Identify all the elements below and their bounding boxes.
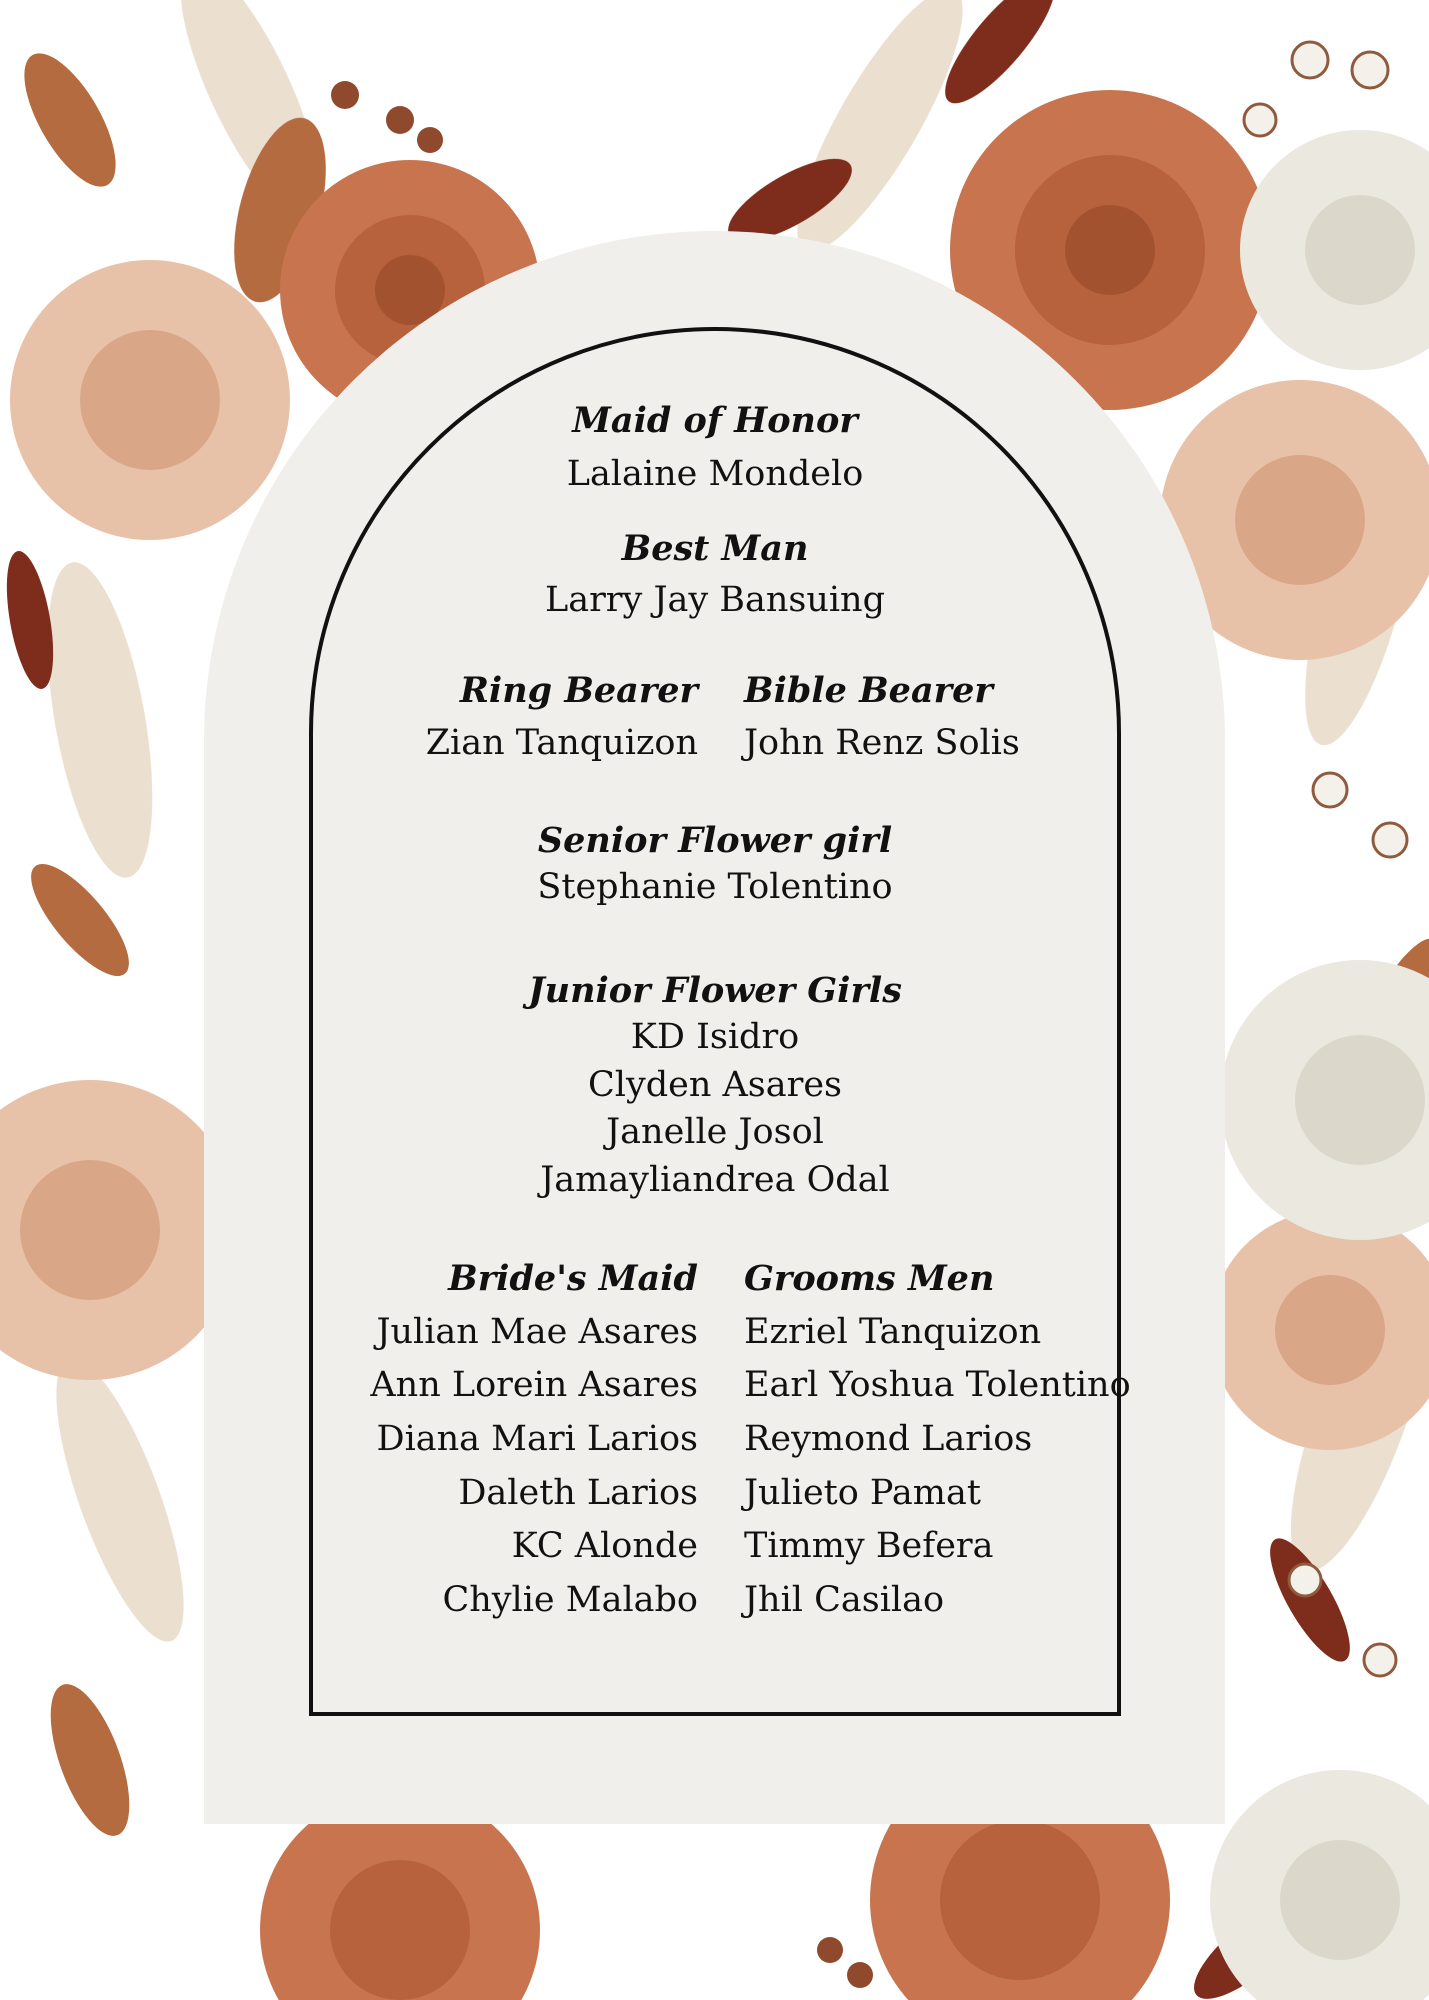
senior-flower-girl-name: Stephanie Tolentino [537,867,893,907]
list-item: Timmy Befera [744,1526,994,1566]
grooms-men-column [744,1258,1144,1620]
bible-bearer-title: Bible Bearer [744,670,993,711]
list-item: Ann Lorein Asares [370,1365,698,1405]
list-item: Daleth Larios [458,1473,698,1513]
maid-of-honor-title: Maid of Honor [572,400,858,441]
list-item: Chylie Malabo [442,1580,698,1620]
bible-bearer-column [744,670,1144,763]
maid-of-honor-name: Lalaine Mondelo [566,454,864,494]
brides-maid-title: Bride's Maid [448,1258,698,1299]
bible-bearer-name: John Renz Solis [744,723,1020,763]
senior-flower-girl-title: Senior Flower girl [537,820,893,861]
list-item: KC Alonde [511,1526,698,1566]
list-item: Diana Mari Larios [376,1419,698,1459]
list-item: Janelle Josol [606,1112,824,1152]
best-man-title: Best Man [621,528,809,569]
ring-bearer-title: Ring Bearer [459,670,698,711]
list-item: Clyden Asares [587,1065,843,1105]
list-item: Earl Yoshua Tolentino [744,1365,1131,1405]
best-man-name: Larry Jay Bansuing [544,580,886,620]
grooms-men-title: Grooms Men [744,1258,995,1299]
list-item: Julieto Pamat [744,1473,981,1513]
list-item: Jhil Casilao [744,1580,945,1620]
list-item: Julian Mae Asares [376,1312,698,1352]
list-item: Ezriel Tanquizon [744,1312,1042,1352]
list-item: Jamayliandrea Odal [540,1160,890,1200]
list-item: KD Isidro [630,1017,800,1057]
brides-maid-column [309,1258,698,1620]
ring-bearer-column [309,670,698,763]
junior-flower-girls-title: Junior Flower Girls [528,970,902,1011]
ring-bearer-name: Zian Tanquizon [425,723,698,763]
list-item: Reymond Larios [744,1419,1033,1459]
